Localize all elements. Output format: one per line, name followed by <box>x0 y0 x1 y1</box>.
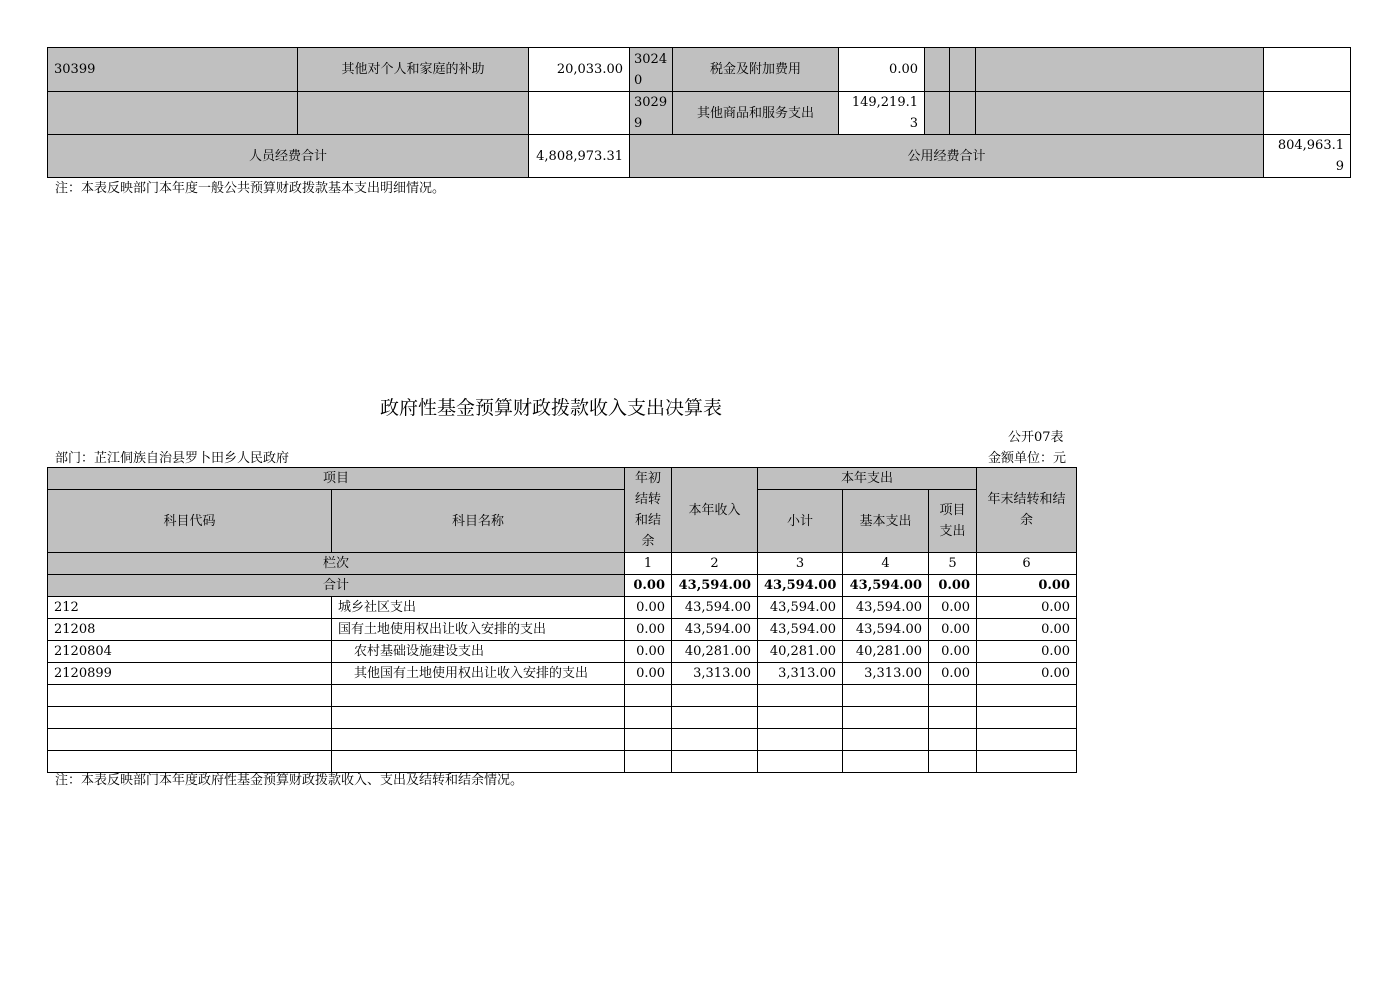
value-cell: 0.00 <box>625 663 672 685</box>
value-cell: 0.00 <box>625 641 672 663</box>
top-table-note: 注：本表反映部门本年度一般公共预算财政拨款基本支出明细情况。 <box>55 181 446 196</box>
basic-expense-detail-table <box>47 47 1351 178</box>
amount-cell: 0.00 <box>839 48 925 92</box>
total-value: 0.00 <box>625 575 672 597</box>
header-code: 科目代码 <box>48 490 332 553</box>
name-cell: 农村基础设施建设支出 <box>332 641 625 663</box>
value-cell: 0.00 <box>977 641 1077 663</box>
header-name: 科目名称 <box>332 490 625 553</box>
value-cell: 43,594.00 <box>758 597 843 619</box>
table-row <box>48 597 1077 619</box>
header-project: 项目支出 <box>929 490 977 553</box>
code-cell <box>48 92 298 135</box>
name-cell: 国有土地使用权出让收入安排的支出 <box>332 619 625 641</box>
table-row <box>48 619 1077 641</box>
value-cell: 0.00 <box>929 641 977 663</box>
amount-cell <box>529 92 630 135</box>
header-row <box>48 468 1077 490</box>
empty-row <box>48 685 1077 707</box>
code-cell: 212 <box>48 597 332 619</box>
header-expense: 本年支出 <box>758 468 977 490</box>
value-cell: 43,594.00 <box>843 597 929 619</box>
empty-row <box>48 707 1077 729</box>
total-value: 0.00 <box>929 575 977 597</box>
name-cell: 税金及附加费用 <box>673 48 839 92</box>
column-index-cell: 1 <box>625 553 672 575</box>
table-row <box>48 92 1351 135</box>
form-number: 公开07表 <box>1008 430 1064 445</box>
page-title: 政府性基金预算财政拨款收入支出决算表 <box>380 397 723 419</box>
name-cell <box>298 92 529 135</box>
name-cell: 城乡社区支出 <box>332 597 625 619</box>
code-cell: 30299 <box>630 92 673 135</box>
totals-row <box>48 135 1351 178</box>
value-cell: 3,313.00 <box>758 663 843 685</box>
value-cell: 40,281.00 <box>843 641 929 663</box>
value-cell: 3,313.00 <box>672 663 758 685</box>
value-cell: 40,281.00 <box>672 641 758 663</box>
department-label: 部门：芷江侗族自治县罗卜田乡人民政府 <box>55 451 290 466</box>
value-cell: 0.00 <box>625 597 672 619</box>
gov-fund-table <box>47 467 1077 773</box>
table-row <box>48 641 1077 663</box>
total-value: 0.00 <box>977 575 1077 597</box>
personnel-total-label: 人员经费合计 <box>48 135 529 178</box>
value-cell: 0.00 <box>977 619 1077 641</box>
column-index-row <box>48 553 1077 575</box>
table-row <box>48 663 1077 685</box>
header-end-balance: 年末结转和结余 <box>977 468 1077 553</box>
value-cell: 0.00 <box>929 619 977 641</box>
column-index-cell: 2 <box>672 553 758 575</box>
header-basic: 基本支出 <box>843 490 929 553</box>
value-cell: 0.00 <box>929 663 977 685</box>
total-row <box>48 575 1077 597</box>
column-index-cell: 3 <box>758 553 843 575</box>
total-value: 43,594.00 <box>843 575 929 597</box>
amount-cell: 149,219.13 <box>839 92 925 135</box>
table-row <box>48 48 1351 92</box>
gov-fund-note: 注：本表反映部门本年度政府性基金预算财政拨款收入、支出及结转和结余情况。 <box>55 773 524 788</box>
name-cell: 其他商品和服务支出 <box>673 92 839 135</box>
value-cell: 0.00 <box>929 597 977 619</box>
value-cell: 0.00 <box>977 597 1077 619</box>
header-item: 项目 <box>48 468 625 490</box>
value-cell: 43,594.00 <box>843 619 929 641</box>
value-cell: 0.00 <box>977 663 1077 685</box>
column-index-cell: 5 <box>929 553 977 575</box>
total-label: 合计 <box>48 575 625 597</box>
personnel-total-value: 4,808,973.31 <box>529 135 630 178</box>
value-cell: 3,313.00 <box>843 663 929 685</box>
value-cell: 0.00 <box>625 619 672 641</box>
public-total-value: 804,963.19 <box>1264 135 1351 178</box>
header-begin-balance: 年初结转和结余 <box>625 468 672 553</box>
value-cell: 43,594.00 <box>672 597 758 619</box>
empty-row <box>48 729 1077 751</box>
code-cell: 30399 <box>48 48 298 92</box>
name-cell: 其他国有土地使用权出让收入安排的支出 <box>332 663 625 685</box>
code-cell: 2120804 <box>48 641 332 663</box>
amount-cell: 20,033.00 <box>529 48 630 92</box>
total-value: 43,594.00 <box>672 575 758 597</box>
total-value: 43,594.00 <box>758 575 843 597</box>
code-cell: 2120899 <box>48 663 332 685</box>
column-index-label: 栏次 <box>48 553 625 575</box>
name-cell: 其他对个人和家庭的补助 <box>298 48 529 92</box>
header-subtotal: 小计 <box>758 490 843 553</box>
value-cell: 40,281.00 <box>758 641 843 663</box>
value-cell: 43,594.00 <box>758 619 843 641</box>
header-row <box>48 490 1077 553</box>
code-cell: 21208 <box>48 619 332 641</box>
header-income: 本年收入 <box>672 468 758 553</box>
public-total-label: 公用经费合计 <box>630 135 1264 178</box>
column-index-cell: 4 <box>843 553 929 575</box>
unit-label: 金额单位：元 <box>988 451 1067 466</box>
column-index-cell: 6 <box>977 553 1077 575</box>
value-cell: 43,594.00 <box>672 619 758 641</box>
code-cell: 30240 <box>630 48 673 92</box>
